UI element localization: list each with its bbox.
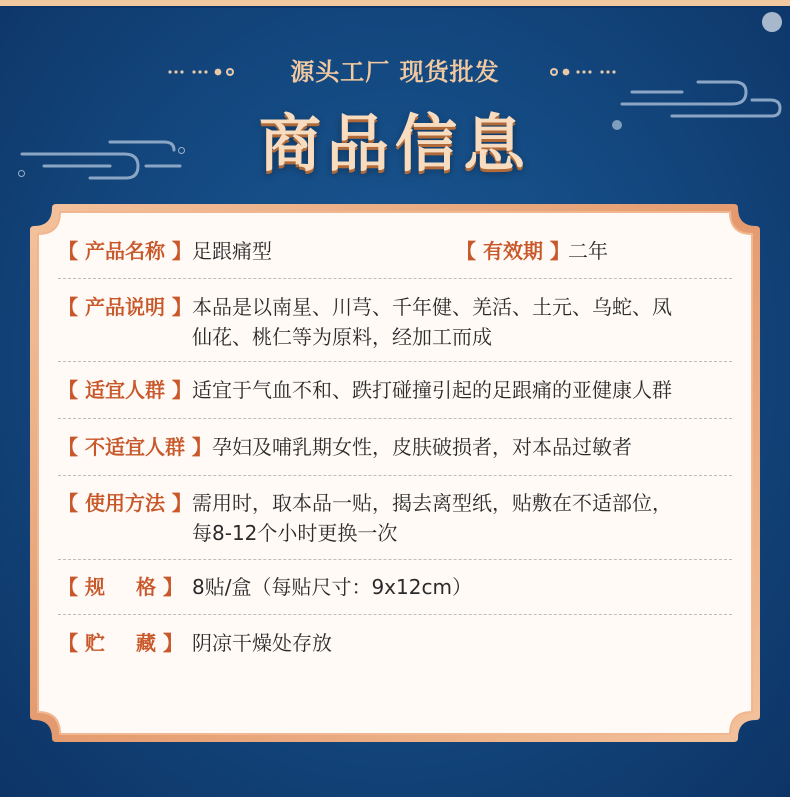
description-row (58, 292, 732, 352)
unsuitable-value: 孕妇及哺乳期女性，皮肤破损者，对本品过敏者 (212, 435, 632, 459)
description-label: 【 产品说明 】 (58, 295, 192, 319)
moon-dot (762, 12, 782, 32)
usage-label: 【 使用方法 】 (58, 491, 192, 515)
product-name-label: 【 产品名称 】 (58, 239, 192, 263)
validity-label: 【 有效期 】 (456, 239, 570, 263)
divider (58, 559, 732, 560)
storage-value: 阴凉干燥处存放 (192, 631, 332, 655)
top-border-line (0, 6, 790, 8)
product-name-value: 足跟痛型 (192, 239, 272, 263)
divider (58, 418, 732, 419)
unsuitable-row (58, 432, 732, 462)
suitable-label: 【 适宜人群 】 (58, 378, 192, 402)
card-frame (26, 200, 764, 746)
usage-row (58, 488, 732, 548)
storage-row (58, 628, 732, 658)
divider (58, 361, 732, 362)
suitable-row (58, 375, 732, 405)
spec-label-end: 格 】 (136, 575, 183, 599)
header-tagline: 源头工厂 现货批发 (290, 58, 500, 86)
divider (58, 278, 732, 279)
product-name-row (58, 236, 732, 266)
usage-line2: 每8-12个小时更换一次 (192, 521, 398, 545)
description-line1: 本品是以南星、川芎、千年健、羌活、土元、乌蛇、凤 (192, 295, 672, 319)
divider (58, 475, 732, 476)
storage-label-end: 藏 】 (136, 631, 183, 655)
usage-line1: 需用时，取本品一贴，揭去离型纸，贴敷在不适部位， (192, 491, 672, 515)
suitable-value: 适宜于气血不和、跌打碰撞引起的足跟痛的亚健康人群 (192, 378, 672, 402)
spec-row (58, 572, 732, 602)
validity-value: 二年 (568, 239, 608, 263)
spec-value: 8贴/盒（每贴尺寸：9x12cm） (192, 575, 472, 599)
unsuitable-label: 【 不适宜人群 】 (58, 435, 212, 459)
page-title: 商品信息 (258, 107, 531, 180)
storage-label-start: 【 贮 (58, 631, 105, 655)
spec-label-start: 【 规 (58, 575, 105, 599)
divider (58, 614, 732, 615)
description-line2: 仙花、桃仁等为原料，经加工而成 (192, 325, 492, 349)
